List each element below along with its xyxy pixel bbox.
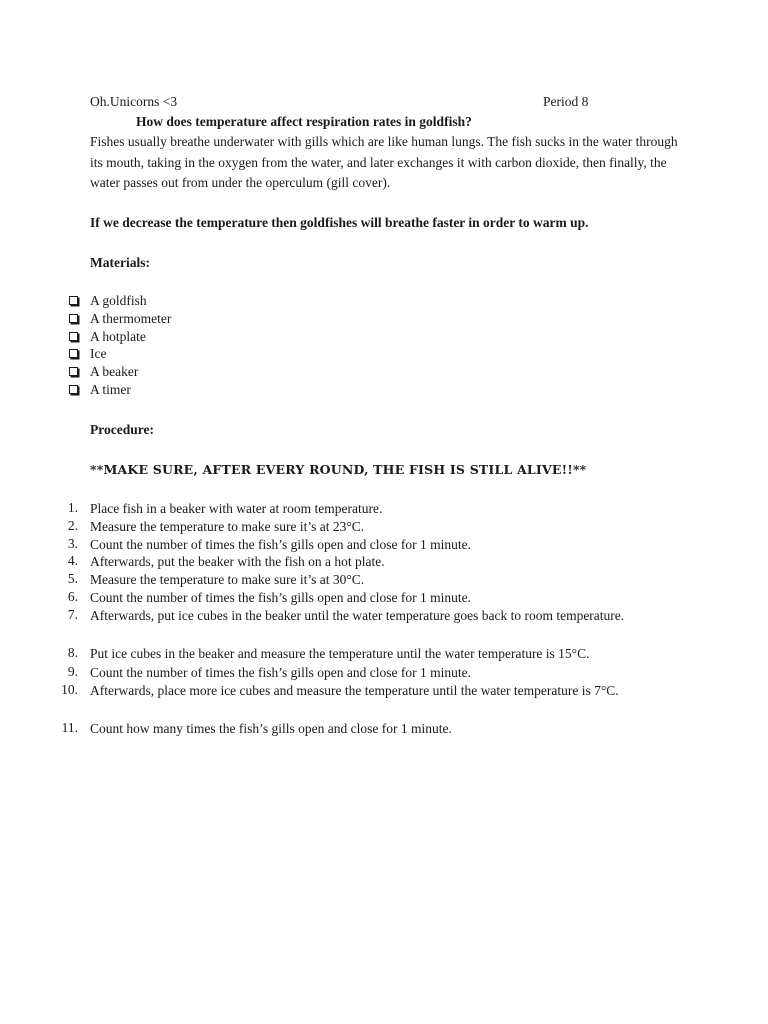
step-number: 7. bbox=[67, 607, 78, 622]
page-title: How does temperature affect respiration rates in goldfish? bbox=[136, 114, 472, 129]
materials-heading: Materials: bbox=[90, 255, 150, 270]
step-number: 8. bbox=[67, 645, 78, 660]
checkbox-icon bbox=[69, 385, 78, 394]
list-item: A hotplate bbox=[90, 329, 146, 344]
step-text: Put ice cubes in the beaker and measure the temperature until the water temperature is 15°C. bbox=[90, 646, 590, 661]
class-period: Period 8 bbox=[543, 94, 589, 109]
step-text: Measure the temperature to make sure it’s at 30°C. bbox=[90, 572, 365, 587]
step-number: 11. bbox=[61, 720, 78, 735]
safety-warning: **MAKE SURE, AFTER EVERY ROUND, THE FISH IS STILL ALIVE!!** bbox=[90, 462, 587, 477]
step-number: 9. bbox=[67, 664, 78, 679]
step-text: Place fish in a beaker with water at room temperature. bbox=[90, 501, 383, 516]
list-item: Ice bbox=[90, 346, 107, 361]
step-text: Measure the temperature to make sure it’s at 23°C. bbox=[90, 519, 365, 534]
step-text: Afterwards, place more ice cubes and measure the temperature until the water temperature is 7°C. bbox=[90, 683, 619, 698]
checkbox-icon bbox=[69, 332, 78, 341]
step-text: Count the number of times the fish’s gills open and close for 1 minute. bbox=[90, 537, 471, 552]
step-text: Count how many times the fish’s gills open and close for 1 minute. bbox=[90, 721, 452, 736]
hypothesis: If we decrease the temperature then goldfishes will breathe faster in order to warm up. bbox=[90, 215, 589, 230]
list-item: A thermometer bbox=[90, 311, 172, 326]
procedure-heading: Procedure: bbox=[90, 422, 154, 437]
checkbox-icon bbox=[69, 367, 78, 376]
step-text: Afterwards, put ice cubes in the beaker until the water temperature goes back to room temperature. bbox=[90, 608, 625, 623]
checkbox-icon bbox=[69, 314, 78, 323]
list-item: A beaker bbox=[90, 364, 139, 379]
step-text: Count the number of times the fish’s gills open and close for 1 minute. bbox=[90, 665, 471, 680]
checkbox-icon bbox=[69, 349, 78, 358]
list-item: A goldfish bbox=[90, 293, 147, 308]
step-number: 1. bbox=[67, 500, 78, 515]
step-number: 10. bbox=[61, 682, 78, 697]
step-number: 4. bbox=[67, 553, 78, 568]
checkbox-icon bbox=[69, 296, 78, 305]
step-number: 6. bbox=[67, 589, 78, 604]
step-text: Count the number of times the fish’s gills open and close for 1 minute. bbox=[90, 590, 471, 605]
step-text: Afterwards, put the beaker with the fish on a hot plate. bbox=[90, 554, 385, 569]
list-item: A timer bbox=[90, 382, 131, 397]
author-name: Oh.Unicorns <3 bbox=[90, 94, 178, 109]
intro-paragraph: Fishes usually breathe underwater with gills which are like human lungs. The fish sucks in the water through its mouth, taking in the oxygen from the water, and later exchanges it with carbon dioxide, then finally, the water passes out from under the operculum (gill cover). bbox=[90, 134, 678, 190]
step-number: 2. bbox=[67, 518, 78, 533]
step-number: 3. bbox=[67, 536, 78, 551]
step-number: 5. bbox=[67, 571, 78, 586]
